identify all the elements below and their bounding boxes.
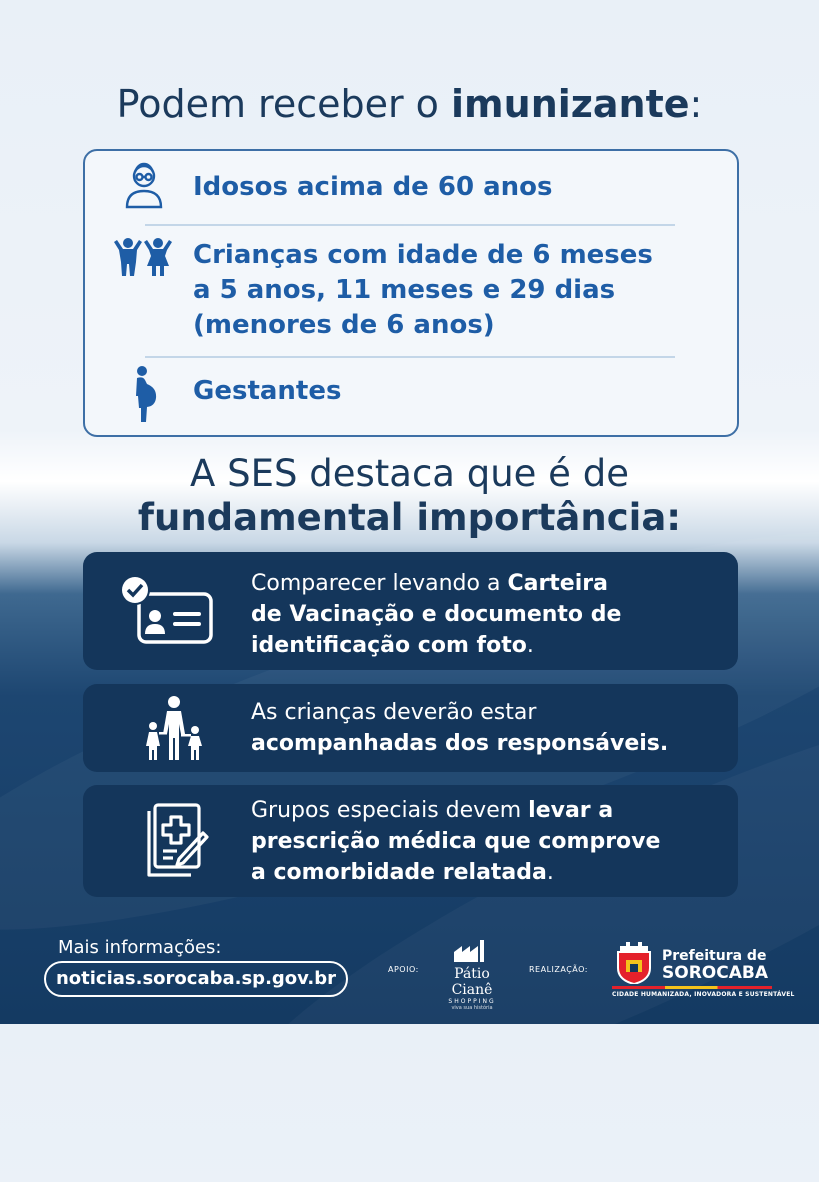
section-title-emphasis: fundamental importância: (137, 496, 682, 539)
more-info-label: Mais informações: (58, 937, 222, 958)
info-card-prescription (83, 785, 738, 897)
flag-stripe (612, 986, 772, 989)
divider (145, 356, 675, 358)
id-card-check-icon (119, 574, 215, 646)
news-link[interactable]: noticias.sorocaba.sp.gov.br (44, 961, 348, 997)
group-label-line: a 5 anos, 11 meses e 29 dias (193, 275, 616, 305)
patio-ciane-logo (432, 940, 512, 1011)
card-text-line: prescrição médica que comprove (251, 829, 661, 854)
group-label-line: (menores de 6 anos) (193, 310, 495, 340)
info-card-companions (83, 684, 738, 772)
page-title: Podem receber o imunizante: (116, 82, 703, 126)
factory-icon (454, 940, 490, 962)
card-text-documents (251, 568, 621, 661)
card-text-line: As crianças deverão estar (251, 700, 537, 725)
support-label: APOIO: (388, 965, 419, 974)
card-text-line: de Vacinação e documento de (251, 602, 622, 627)
card-text-companions (251, 697, 668, 759)
city-coat-of-arms-icon (612, 940, 656, 984)
card-text-line: acompanhadas dos responsáveis. (251, 731, 669, 756)
section-title (0, 452, 819, 540)
prefeitura-logo (612, 940, 795, 998)
city-name-line2: SOROCABA (662, 963, 768, 983)
card-text-line: identificação com foto. (251, 633, 534, 658)
card-text-line: a comorbidade relatada. (251, 860, 554, 885)
city-name-line1: Prefeitura de (662, 948, 767, 964)
support-tagline: viva sua história (451, 1005, 493, 1011)
group-label-elderly: Idosos acima de 60 anos (193, 172, 553, 202)
info-card-documents (83, 552, 738, 670)
city-tagline: CIDADE HUMANIZADA, INOVADORA E SUSTENTÁVEL (612, 991, 795, 998)
section-title-line: A SES destaca que é de (190, 452, 629, 495)
elderly-icon (124, 161, 164, 209)
card-text-line: Grupos especiais devem levar a (251, 798, 614, 823)
support-subtitle: SHOPPING (448, 998, 496, 1005)
group-label-children (193, 238, 653, 343)
medical-prescription-icon (139, 803, 209, 881)
realization-label: REALIZAÇÃO: (529, 965, 588, 974)
family-icon (143, 694, 209, 762)
divider (145, 224, 675, 226)
support-name: Pátio Cianê (451, 966, 493, 998)
children-icon (113, 238, 173, 278)
card-text-line: Comparecer levando a Carteira (251, 571, 608, 596)
group-label-line: Crianças com idade de 6 meses (193, 240, 653, 270)
group-label-pregnant: Gestantes (193, 376, 342, 406)
card-text-prescription (251, 795, 660, 888)
pregnant-icon (131, 366, 159, 424)
